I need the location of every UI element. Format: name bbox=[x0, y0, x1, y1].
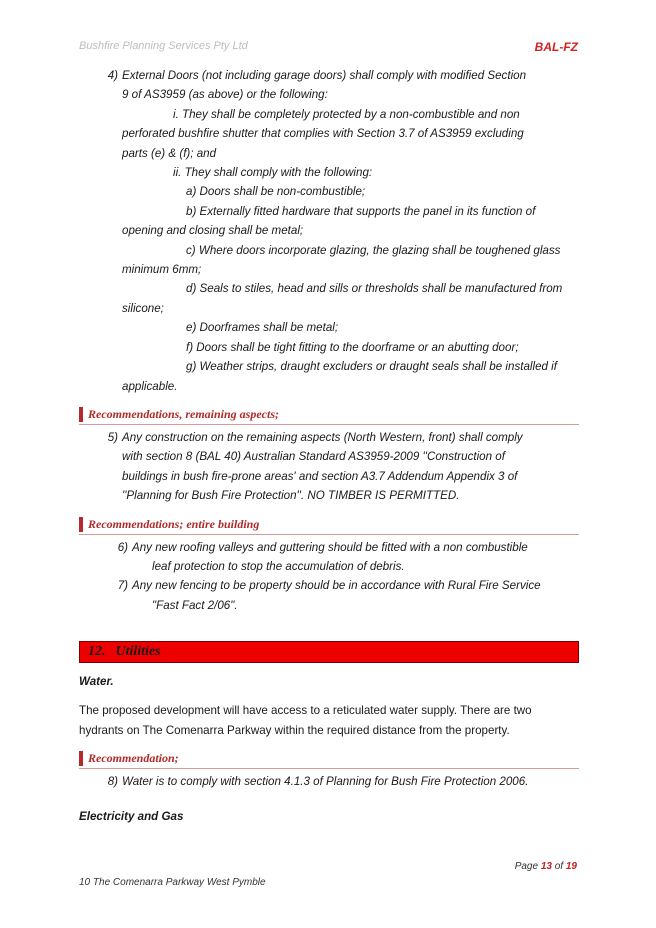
recommendation-heading-entire bbox=[79, 516, 579, 535]
page-number bbox=[515, 861, 577, 872]
item-number: 4) bbox=[107, 69, 118, 82]
item-number: 6) bbox=[117, 540, 128, 554]
paragraph-line: hydrants on The Comenarra Parkway within the required distance from the property. bbox=[79, 723, 510, 737]
list-item-text: leaf protection to stop the accumulation of debris. bbox=[152, 559, 405, 573]
list-item-text: with section 8 (BAL 40) Australian Standard AS3959-2009 ''Construction of bbox=[122, 450, 505, 464]
heading-text: Recommendations; entire building bbox=[88, 516, 260, 531]
paragraph-line: The proposed development will have access to a reticulated water supply. There are two bbox=[79, 704, 532, 718]
recommendation-heading-water bbox=[79, 750, 579, 769]
list-item-8 bbox=[79, 772, 579, 791]
item-number: 5) bbox=[107, 430, 118, 444]
list-item-text: ''Planning for Bush Fire Protection''. NO TIMBER IS PERMITTED. bbox=[122, 489, 460, 503]
list-item-6 bbox=[79, 538, 579, 577]
sub-clause-i: i. They shall be completely protected by a non-combustible and non bbox=[173, 107, 520, 121]
sub-clause-ii: ii. They shall comply with the following: bbox=[173, 166, 373, 180]
sub-clause-c: minimum 6mm; bbox=[122, 263, 202, 277]
list-item-5 bbox=[79, 428, 579, 506]
list-item-4 bbox=[79, 66, 579, 396]
list-item-7 bbox=[79, 576, 579, 615]
sub-clause-d: silicone; bbox=[122, 301, 164, 315]
list-item-text: Water is to comply with section 4.1.3 of Planning for Bush Fire Protection 2006. bbox=[122, 774, 529, 788]
list-item-text: Any new roofing valleys and guttering should be fitted with a non combustible bbox=[132, 540, 528, 554]
item-number: 8) bbox=[107, 774, 118, 788]
sub-clause-i: perforated bushfire shutter that complies with Section 3.7 of AS3959 excluding bbox=[122, 127, 524, 141]
list-item-text: Any construction on the remaining aspects (North Western, front) shall comply bbox=[122, 430, 523, 444]
electricity-gas-heading: Electricity and Gas bbox=[79, 810, 184, 824]
page-content bbox=[79, 66, 579, 826]
item-number: 7) bbox=[117, 579, 128, 593]
sub-clause-b: b) Externally fitted hardware that supports the panel in its function of bbox=[186, 204, 536, 218]
sub-clause-b: opening and closing shall be metal; bbox=[122, 224, 304, 238]
page-label: Page bbox=[514, 861, 539, 872]
page-of: of bbox=[554, 861, 564, 872]
heading-marker bbox=[79, 517, 83, 532]
section-heading-utilities bbox=[79, 641, 579, 663]
footer-address: 10 The Comenarra Parkway West Pymble bbox=[79, 877, 266, 888]
sub-clause-c: c) Where doors incorporate glazing, the glazing shall be toughened glass bbox=[186, 243, 561, 257]
sub-clause-g: g) Weather strips, draught excluders or draught seals shall be installed if bbox=[186, 360, 557, 374]
list-item-text: External Doors (not including garage doors) shall comply with modified Section bbox=[122, 69, 527, 82]
heading-marker bbox=[79, 751, 83, 766]
total-pages: 19 bbox=[565, 861, 577, 872]
water-paragraph bbox=[79, 701, 579, 740]
heading-text: Recommendations, remaining aspects; bbox=[88, 406, 280, 421]
water-heading: Water. bbox=[79, 675, 114, 689]
sub-clause-i: parts (e) & (f); and bbox=[122, 146, 217, 160]
sub-clause-g: applicable. bbox=[122, 379, 178, 393]
current-page: 13 bbox=[540, 861, 552, 872]
section-number: 12. bbox=[88, 644, 106, 660]
sub-clause-e: e) Doorframes shall be metal; bbox=[186, 321, 339, 335]
section-title: Utilities bbox=[115, 644, 161, 660]
sub-clause-d: d) Seals to stiles, head and sills or thresholds shall be manufactured from bbox=[186, 282, 563, 296]
sub-clause-f: f) Doors shall be tight fitting to the doorframe or an abutting door; bbox=[186, 340, 519, 354]
header-bal-rating: BAL-FZ bbox=[534, 40, 578, 54]
recommendation-heading-remaining bbox=[79, 406, 579, 425]
list-item-text: buildings in bush fire-prone areas' and section A3.7 Addendum Appendix 3 of bbox=[122, 469, 518, 483]
list-item-text: "Fast Fact 2/06". bbox=[152, 598, 238, 612]
sub-clause-a: a) Doors shall be non-combustible; bbox=[186, 185, 366, 199]
heading-marker bbox=[79, 407, 83, 422]
heading-text: Recommendation; bbox=[88, 750, 179, 765]
header-company: Bushfire Planning Services Pty Ltd bbox=[79, 40, 248, 52]
list-item-text: Any new fencing to be property should be in accordance with Rural Fire Service bbox=[132, 579, 541, 593]
list-item-text: 9 of AS3959 (as above) or the following: bbox=[122, 88, 328, 102]
